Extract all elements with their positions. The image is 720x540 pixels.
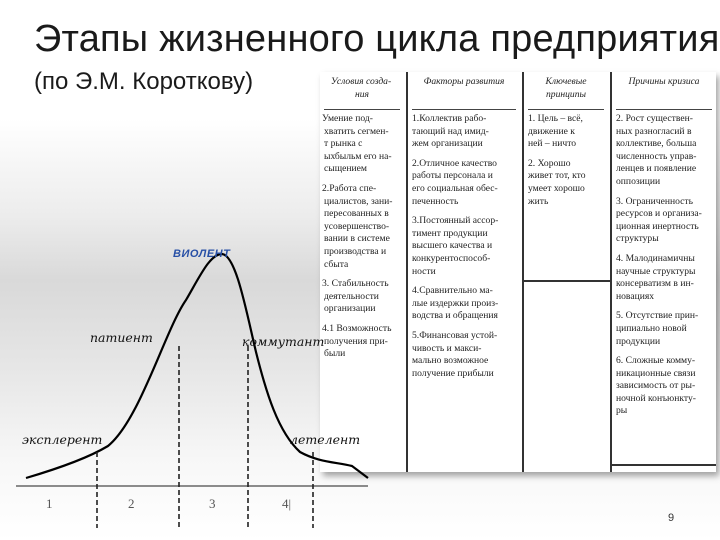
table-header-crisis-causes: Причины кризиса [616,72,712,110]
letelent-label: летелент [290,432,361,447]
table-cell: 2.Работа спе- циалистов, зани- пересованных в усовершенство- вании в системе производства и сбыта [322,182,393,270]
commutant-label: коммутант [242,334,325,349]
patient-label: патиент [90,330,153,345]
phase-number: 3 [209,496,216,511]
table-cell: 5.Финансовая устой- чивость и макси- мально возможное получение прибыли [412,329,498,379]
table-header-principles: Ключевые принципы [528,72,604,110]
table-cell: 3. Стабильность деятельности организации [322,278,389,315]
violent-label: ВИОЛЕНТ [173,248,231,260]
table-cell: Умение под- хватить сегмен- т рынка с ыхбыльм его на- сыщением [322,113,392,175]
phase-number: 4| [282,496,292,511]
slide-title: Этапы жизненного цикла предприятия [34,18,720,60]
table-cell: 3.Постоянный ассор- тимент продукции высшего качества и конкурентоспособ- ности [412,215,499,277]
table-cell: 4.1 Возможность получения при- были [322,322,392,360]
phase-number: 2 [128,496,135,511]
table-cell: 5. Отсутствие прин- ципиально новой продукции [616,310,699,347]
table-cell: 6. Сложные комму- никационные связи зависимость от ры- ночной конъюнкту- ры [616,355,696,417]
explerent-label: эксплерент [22,432,103,447]
phase-number: 1 [46,496,53,511]
table-cell: 3. Ограниченность ресурсов и организа- ционная инертность структуры [616,195,702,245]
table-cell: 4. Малодинамичны научные структуры консерватизм в ин- новациях [616,252,696,302]
table-cell: 2.Отличное качество работы персонала и его социальная обес- печенность [412,157,498,207]
slide-subtitle: (по Э.М. Короткову) [34,68,254,95]
table-header-factors: Факторы развития [412,72,516,110]
table-cell: 2. Рост существен- ных разногласий в коллективе, больша численность управ- ленцев и появление оппозиции [616,113,697,187]
page-number: 9 [668,512,675,524]
table-cell: 1. Цель – всё, движение к ней – ничто [528,113,583,150]
table-cell: 2. Хорошо живет тот, кто умеет хорошо жить [528,157,586,207]
table-cell: 1.Коллектив рабо- тающий над имид- жем организации [412,113,489,150]
table-cell: 4.Сравнительно ма- лые издержки произ- водства и обращения [412,285,499,322]
table-header-conditions: Условия созда- ния [324,72,400,110]
